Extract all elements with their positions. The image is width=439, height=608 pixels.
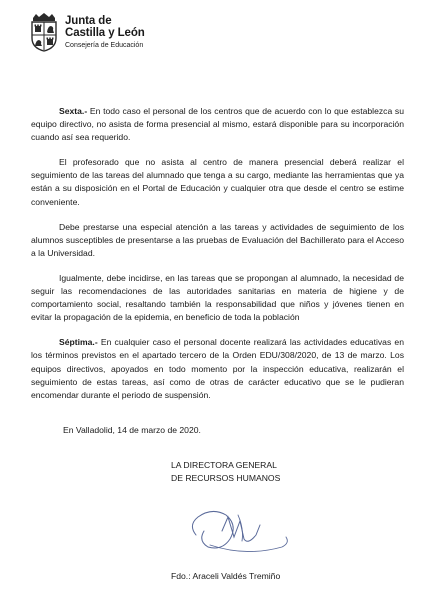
document-date: En Valladolid, 14 de marzo de 2020. (63, 425, 201, 435)
paragraph-text: Igualmente, debe incidirse, en las tareas que se propongan al alumnado, la necesidad de seguir las recomendaciones de las autoridades sanitarias en materia de higiene y de comportamiento social, resaltando también la responsabilidad que niños y jóvenes tienen en evitar la propagación de la epidemia, en beneficio de toda la población (31, 272, 404, 323)
document-body (31, 105, 404, 414)
signatory-title (171, 459, 280, 484)
paragraph-text: En todo caso el personal de los centros que de acuerdo con lo que establezca su equipo directivo, no asista de forma presencial al mismo, estará disponible para su incorporación cuando así sea requerido. (31, 106, 404, 143)
handwritten-signature (186, 495, 296, 565)
org-name-line-2: Castilla y León (65, 27, 145, 39)
signatory-title-line-2: DE RECURSOS HUMANOS (171, 472, 281, 483)
paragraph-text: Debe prestarse una especial atención a las tareas y actividades de seguimiento de los alumnos susceptibles de presentarse a las pruebas de Evaluación del Bachillerato para el Acceso a la Universidad. (31, 221, 404, 258)
paragraph (31, 156, 404, 208)
org-name-line-1: Junta de (65, 15, 112, 27)
signatory-title-line-1: LA DIRECTORA GENERAL (171, 460, 277, 470)
paragraph (31, 272, 404, 324)
department-name: Consejería de Educación (65, 42, 144, 49)
signer-name: Fdo.: Araceli Valdés Tremiño (171, 571, 281, 581)
paragraph-sexta (31, 105, 404, 144)
coat-of-arms-icon (27, 12, 61, 52)
paragraph-septima (31, 336, 404, 401)
organization-name (65, 15, 145, 50)
paragraph-lead: Séptima.- (59, 337, 98, 348)
letterhead (27, 12, 145, 52)
paragraph-text: El profesorado que no asista al centro de manera presencial deberá realizar el seguimiento de las tareas del alumnado que tenga a su cargo, mediante las herramientas que ya están a su disposición en el Portal de Educación y cualquier otra que desde el centro se estime conveniente. (31, 157, 404, 207)
paragraph-text: En cualquier caso el personal docente realizará las actividades educativas en los términos previstos en el apartado tercero de la Orden EDU/308/2020, de 13 de marzo. Los equipos directivos, apoyados en todo momento por la inspección educativa, realizarán el seguimiento de estas tareas, así como de otras de carácter educativo que se le pudieran encomendar durante el periodo de suspensión. (31, 337, 404, 400)
paragraph-lead: Sexta.- (59, 106, 88, 116)
paragraph (31, 221, 404, 260)
